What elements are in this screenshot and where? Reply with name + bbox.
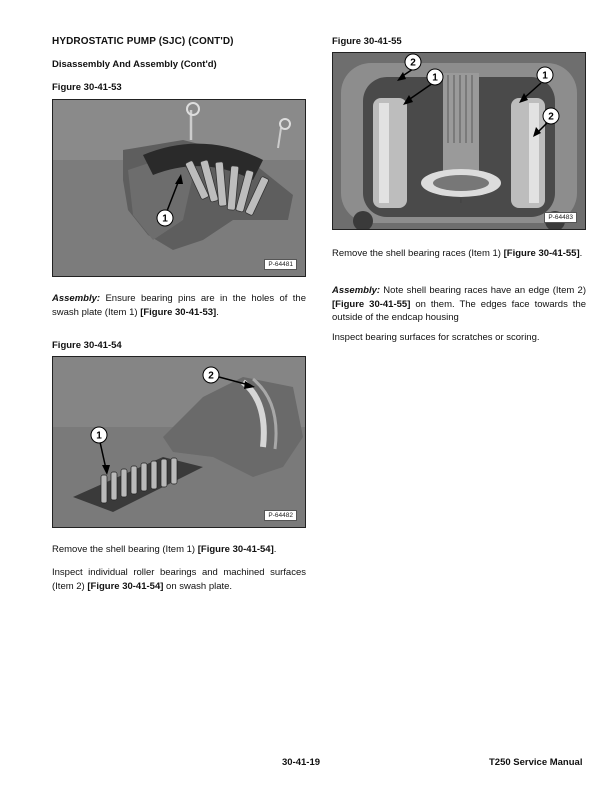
figure-54-callout-1: 1 [96,430,102,442]
manual-title: T250 Service Manual [489,757,583,768]
svg-text:I: I [460,199,462,205]
section-title: HYDROSTATIC PUMP (SJC) (CONT'D) [52,36,234,47]
figure-55-callout-2-left: 2 [410,57,416,69]
figure-53-callout-1: 1 [162,213,168,225]
figure-54-callout-2: 2 [208,370,214,382]
inspect-bearing-surfaces-step: Inspect bearing surfaces for scratches or scoring. [332,332,540,343]
figure-55-callout-1-right: 1 [542,70,548,82]
figure-53-photo [52,99,306,277]
figure-55-title: Figure 30-41-55 [332,36,402,47]
figure-54-photo [52,356,306,528]
assembly-note-55: Assembly: Note shell bearing races have an edge (Item 2) [Figure 30-41-55] on them. The edges face towards the outside of the endcap housing [332,285,587,323]
figure-55-callout-2-right: 2 [548,111,554,123]
figure-53-photo-code: P-64481 [264,259,297,270]
figure-55-photo-code: P-64483 [544,212,577,223]
figure-54-title: Figure 30-41-54 [52,340,122,351]
page-number: 30-41-19 [282,757,321,768]
remove-bearing-races-step: Remove the shell bearing races (Item 1) [Figure 30-41-55]. [332,248,583,259]
figure-55-callout-1-left: 1 [432,72,438,84]
subsection-title: Disassembly And Assembly (Cont'd) [52,59,217,70]
assembly-note-53: Assembly: Ensure bearing pins are in the holes of the swash plate (Item 1) [Figure 30-41-53]. [52,293,307,318]
figure-54-photo-code: P-64482 [264,510,297,521]
figure-53-title: Figure 30-41-53 [52,82,122,93]
remove-shell-bearing-step: Remove the shell bearing (Item 1) [Figure 30-41-54]. [52,544,277,555]
figure-55-photo [332,52,586,230]
inspect-rollers-step: Inspect individual roller bearings and machined surfaces (Item 2) [Figure 30-41-54] on swash plate. [52,567,306,592]
